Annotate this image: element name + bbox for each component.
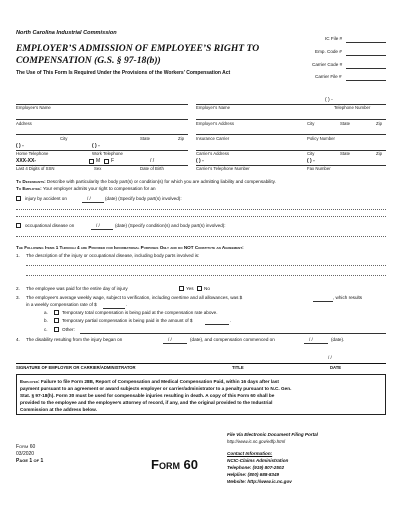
employer-address-label: Employer’s Address <box>196 121 235 126</box>
condition-description-line-1[interactable] <box>16 236 386 237</box>
contact-org: NCIC-Claims Administration <box>227 458 289 463</box>
item-4-text-b: (date), and compensation commenced on <box>190 337 275 342</box>
item-1-text: The description of the injury or occupational disease, including body parts involved is: <box>26 253 200 258</box>
other-field[interactable] <box>80 333 386 334</box>
item-3-text-c: in a weekly compensation rate of $ <box>26 302 97 307</box>
work-telephone-value: ( ) - <box>92 143 100 149</box>
average-weekly-wage-field[interactable] <box>313 301 333 302</box>
item-1-number: 1. <box>16 253 20 258</box>
to-defendants: To Defendants: Describe with particularity the body part(s) or condition(s) for which you are admitting liability and compensability. <box>16 179 276 184</box>
item-4-text-a: The disability resulting from the injury began on <box>26 337 123 342</box>
injury-description-line-2[interactable] <box>16 216 386 217</box>
other-text: Other: <box>62 327 75 332</box>
ssn-label: Last 4 Digits of SSN <box>16 166 55 171</box>
injury-accident-label: injury by accident on <box>25 196 67 201</box>
tpd-period: . <box>230 318 232 323</box>
home-telephone-label: Home Telephone <box>16 151 49 156</box>
tpd-amount-field[interactable] <box>205 324 229 325</box>
to-employee: To Employee: Your employer admits your right to compensation for an <box>16 186 156 191</box>
tpd-checkbox[interactable] <box>54 318 59 323</box>
employer-name-label: Employer’s Name <box>196 105 230 110</box>
commenced-date-underline <box>304 343 328 344</box>
notice-line-3: Stat. § 97-18(h). Form 30 must be used for compensable injuries resulting in death. A copy of this Form 60 shall be <box>20 393 275 398</box>
work-telephone-label: Work Telephone <box>92 151 123 156</box>
carrier-telephone-value: ( ) - <box>196 158 204 164</box>
contact-title: Contact Information: <box>227 451 273 456</box>
signature-date-value: / / <box>328 355 332 360</box>
ic-file-field[interactable] <box>346 42 386 43</box>
employee-name-label: Employee’s Name <box>16 105 51 110</box>
emp-code-field[interactable] <box>346 55 386 56</box>
item-3-period: . <box>126 302 128 307</box>
contact-website[interactable]: Website: http://www.ic.nc.gov <box>227 479 292 484</box>
agency-name: North Carolina Industrial Commission <box>16 30 117 36</box>
injury-accident-specify: (date) (Specify body part(s) involved): <box>105 196 182 201</box>
carrier-zip-label: Zip <box>376 151 382 156</box>
occupational-disease-checkbox[interactable] <box>16 223 21 228</box>
injury-date-underline <box>82 202 104 203</box>
paid-yes-checkbox[interactable] <box>179 286 184 291</box>
contact-telephone: Telephone: (919) 807-2502 <box>227 465 285 470</box>
occ-date-underline <box>91 229 113 230</box>
carrier-city-label: City <box>307 151 315 156</box>
injury-accident-checkbox[interactable] <box>16 196 21 201</box>
title-label: TITLE <box>232 365 244 370</box>
item-1-line-2[interactable] <box>26 275 386 276</box>
carrier-code-label: Carrier Code # <box>312 62 343 67</box>
form-title-line2: COMPENSATION (G.S. § 97-18(b)) <box>16 55 161 66</box>
home-telephone-value: ( ) - <box>16 143 24 149</box>
paid-yes-label: Yes <box>186 286 194 291</box>
disability-date-underline <box>163 343 187 344</box>
item-3-number: 3. <box>16 295 20 300</box>
injury-accident-date[interactable]: / / <box>87 196 91 201</box>
sub-c-letter: c. <box>44 327 48 332</box>
ssn-prefix: XXX-XX- <box>16 158 37 164</box>
item-2-number: 2. <box>16 286 20 291</box>
item-1-line-1[interactable] <box>26 265 386 266</box>
carrier-file-field[interactable] <box>346 80 386 81</box>
sex-male-label: M <box>96 158 101 164</box>
item-3-text-b: , which results <box>333 295 363 300</box>
carrier-file-label: Carrier File # <box>315 74 342 79</box>
other-checkbox[interactable] <box>54 327 59 332</box>
dob-value: / / <box>150 158 155 164</box>
employee-address-field[interactable] <box>16 119 188 120</box>
dob-label: Date of Birth <box>140 166 164 171</box>
page-number: Page 1 of 1 <box>16 458 44 464</box>
item-2-text: The employee was paid for the entire day of injury <box>26 286 128 291</box>
contact-helpline: Helpline: (800) 688-8349 <box>227 472 280 477</box>
weekly-rate-field[interactable] <box>103 308 125 309</box>
tpd-text: Temporary partial compensation is being paid in the amount of $ <box>62 318 193 323</box>
carrier-address-label: Carrier’s Address <box>196 151 230 156</box>
notice-line-4: provided to the employee and the employee’s attorney of record, if any, and the original provided to the Industrial <box>20 400 273 405</box>
notice-line-1: Employer: Failure to file Form 28B, Report of Compensation and Medical Compensation Paid, within 16 days after last <box>20 379 279 384</box>
portal-url[interactable]: http://www.ic.nc.gov/edfp.html <box>227 439 286 444</box>
sub-b-letter: b. <box>44 318 48 323</box>
sub-a-letter: a. <box>44 310 48 315</box>
paid-no-checkbox[interactable] <box>197 286 202 291</box>
fax-number-value: ( ) - <box>307 158 315 164</box>
commenced-date[interactable]: / / <box>309 337 313 342</box>
item-4-text-c: (date). <box>331 337 345 342</box>
policy-number-label: Policy Number <box>307 136 335 141</box>
employer-city-label: City <box>307 121 315 126</box>
fax-number-label: Fax Number <box>307 166 331 171</box>
employer-notice-box <box>16 374 386 415</box>
sex-male-checkbox[interactable] <box>89 159 94 164</box>
paid-no-label: No <box>204 286 210 291</box>
signature-label: SIGNATURE OF EMPLOYER OR CARRIER/ADMINISTRATOR <box>16 365 136 370</box>
telephone-number-label: Telephone Number <box>334 105 371 110</box>
insurance-carrier-field[interactable] <box>196 134 386 135</box>
form-big-title: Form 60 <box>151 457 199 472</box>
item-3-text-a: The employee’s average weekly wage, subject to verification, including overtime and all allowances, was $ <box>26 295 243 300</box>
employer-address-field[interactable] <box>196 119 386 120</box>
sex-label: Sex <box>94 166 102 171</box>
item-4-number: 4. <box>16 337 20 342</box>
emp-code-label: Emp. Code # <box>315 49 342 54</box>
ttd-checkbox[interactable] <box>54 310 59 315</box>
notice-line-2: payment pursuant to an agreement or award subjects employer or carrier/administrator to a penalty pursuant to N.C. Gen. <box>20 386 292 391</box>
form-subtitle: The Use of This Form Is Required Under the Provisions of the Workers’ Compensation Act <box>16 70 231 76</box>
sex-female-label: F <box>111 158 115 164</box>
address-label: Address <box>16 121 32 126</box>
form-number: Form 60 <box>16 444 36 450</box>
injury-description-line-1[interactable] <box>16 209 386 210</box>
form-title-line1: EMPLOYER’S ADMISSION OF EMPLOYEE’S RIGHT TO <box>16 43 260 54</box>
sex-female-checkbox[interactable] <box>104 159 109 164</box>
form-date: 03/2020 <box>16 451 35 457</box>
portal-title: File Via Electronic Document Filing Portal <box>227 432 318 437</box>
carrier-state-label: State <box>340 151 351 156</box>
zip-label: Zip <box>178 136 184 141</box>
occupational-disease-specify: (date) (Specify condition(s) and body part(s) involved): <box>115 223 226 228</box>
insurance-carrier-label: Insurance Carrier <box>196 136 230 141</box>
items-intro: The Following Items 1 Through 4 are Provided for Informational Purposes Only and do NOT Constitute an Agreement: <box>16 245 244 250</box>
occupational-disease-date[interactable]: / / <box>96 223 100 228</box>
occupational-disease-label: occupational disease on <box>25 223 75 228</box>
ic-file-label: IC File # <box>325 36 343 41</box>
employer-zip-label: Zip <box>376 121 382 126</box>
city-label: City <box>60 136 68 141</box>
employee-city-field[interactable] <box>16 134 188 135</box>
date-label: DATE <box>330 365 342 370</box>
signature-line[interactable] <box>16 363 386 364</box>
carrier-code-field[interactable] <box>346 68 386 69</box>
state-label: State <box>140 136 151 141</box>
employer-state-label: State <box>340 121 351 126</box>
carrier-telephone-label: Carrier’s Telephone Number <box>196 166 250 171</box>
ttd-text: Temporary total compensation is being paid at the compensation rate above. <box>62 310 218 315</box>
disability-date[interactable]: / / <box>168 337 172 342</box>
notice-line-5: Commission at the address below. <box>20 407 97 412</box>
telephone-number-value: ( ) - <box>325 97 333 103</box>
